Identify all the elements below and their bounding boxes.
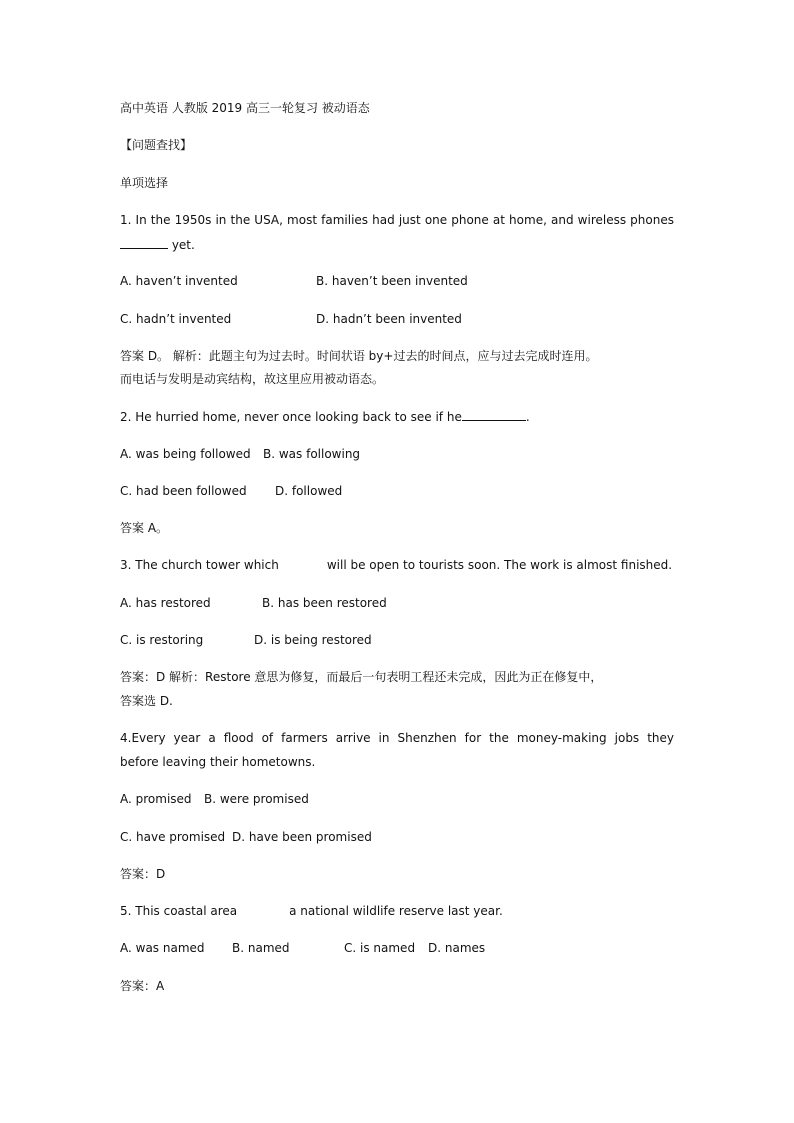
q1-option-c: C. hadn’t invented [120, 312, 232, 326]
q5-option-b: B. named [232, 941, 290, 955]
q3-option-d: D. is being restored [254, 633, 372, 647]
q1-option-b: B. haven’t been invented [316, 274, 468, 288]
q1-stem-line2 [120, 236, 195, 253]
q5-stem [120, 903, 503, 919]
q5-option-d: D. names [428, 941, 486, 955]
q2-stem-text: 2. He hurried home, never once looking back to see if he [120, 410, 462, 424]
q3-stem-tail: will be open to tourists soon. The work is almost finished. [326, 558, 673, 572]
q5-option-c: C. is named [344, 941, 416, 955]
q5-option-a: A. was named [120, 941, 205, 955]
q1-stem-tail: yet. [168, 238, 195, 252]
q4-option-b: B. were promised [204, 792, 309, 806]
q4-stem-line2: before leaving their hometowns. [120, 755, 316, 769]
q2-stem [120, 408, 530, 425]
q3-answer-line1: 答案：D 解析：Restore 意思为修复，而最后一句表明工程还未完成，因此为正在修复中， [120, 670, 603, 684]
q4-option-c: C. have promised [120, 830, 226, 844]
q2-option-b: B. was following [263, 447, 361, 461]
q3-option-c: C. is restoring [120, 633, 204, 647]
q3-answer-line2: 答案选 D. [120, 694, 173, 708]
q4-option-a: A. promised [120, 792, 192, 806]
q2-option-c: C. had been followed [120, 484, 247, 498]
document-title: 高中英语 人教版 2019 高三一轮复习 被动语态 [120, 101, 370, 115]
q4-stem-line1: 4.Every year a flood of farmers arrive in Shenzhen for the money-making jobs they [120, 731, 674, 745]
q4-option-d: D. have been promised [232, 830, 372, 844]
section-heading: 【问题查找】 [120, 138, 193, 152]
q3-option-a: A. has restored [120, 596, 211, 610]
q1-option-a: A. haven’t invented [120, 274, 238, 288]
q1-stem-line1: 1. In the 1950s in the USA, most families had just one phone at home, and wireless phones [120, 213, 674, 227]
q2-option-d: D. followed [275, 484, 343, 498]
subsection-heading: 单项选择 [120, 176, 169, 190]
q3-option-b: B. has been restored [262, 596, 387, 610]
q3-stem-text: 3. The church tower which [120, 558, 279, 572]
answer-blank [462, 408, 526, 421]
answer-blank [120, 236, 168, 249]
q3-stem [120, 557, 672, 573]
q2-option-a: A. was being followed [120, 447, 251, 461]
q2-stem-tail: . [525, 410, 530, 424]
q2-answer: 答案 A。 [120, 521, 169, 535]
q5-stem-tail: a national wildlife reserve last year. [289, 904, 503, 918]
q1-answer-line2: 而电话与发明是动宾结构，故这里应用被动语态。 [120, 372, 385, 386]
q5-answer: 答案：A [120, 979, 165, 993]
q4-answer: 答案：D [120, 867, 166, 881]
q5-stem-text: 5. This coastal area [120, 904, 238, 918]
q1-answer-line1: 答案 D。 解析：此题主句为过去时。时间状语 by+过去的时间点，应与过去完成时连用。 [120, 349, 598, 363]
q1-option-d: D. hadn’t been invented [316, 312, 462, 326]
